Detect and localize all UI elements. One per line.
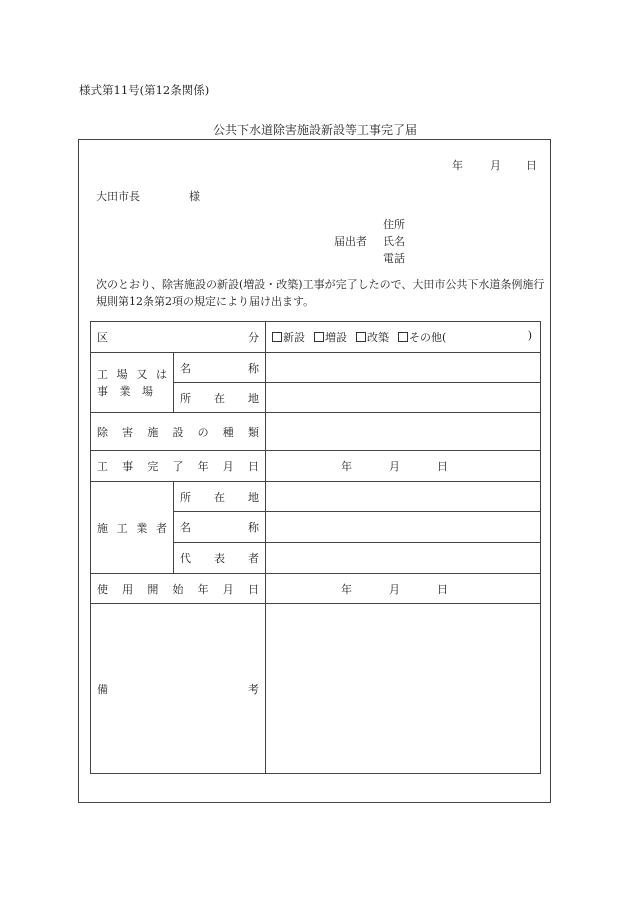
addressee-name: 大田市長 [96,190,140,203]
contractor-name-label: 名 称 [180,521,259,534]
factory-location-label: 所 在 地 [180,391,259,405]
factory-name-label: 名 称 [180,361,259,375]
other-close-paren: ) [527,329,532,342]
applicant-label: 届出者 [334,235,367,248]
month-label: 月 [389,582,400,596]
checkbox-icon[interactable] [398,332,408,342]
applicant-address-field[interactable]: 住所 [383,218,405,231]
remarks-field[interactable] [266,604,541,774]
category-label-cell [91,322,266,353]
row-completion-date [91,451,541,482]
date-day-label: 日 [526,159,537,172]
contractor-label: 施 工 業 者 [97,521,167,535]
details-table [90,321,541,774]
checkbox-icon[interactable] [272,332,282,342]
checkbox-icon[interactable] [356,332,366,342]
checkbox-icon[interactable] [314,332,324,342]
contractor-name-field[interactable] [266,512,541,543]
day-label: 日 [437,460,448,473]
document-title: 公共下水道除害施設新設等工事完了届 [212,123,417,137]
contractor-rep-label: 代 表 者 [180,552,259,565]
factory-name-field[interactable] [266,353,541,383]
category-options-cell[interactable] [266,322,541,353]
option-new[interactable]: 新設 [272,329,305,345]
body-text: 次のとおり、除害施設の新設(増設・改築)工事が完了したので、大田市公共下水道条例施行規則第12条第2項の規定により届け出ます。 [96,278,545,308]
facility-type-field[interactable] [266,413,541,451]
completion-date-label: 工 事 完 了 年 月 日 [97,460,259,473]
row-contractor-location [91,482,541,512]
date-month-label: 月 [490,159,501,172]
remarks-label: 備 考 [97,682,259,696]
category-label: 区 分 [97,331,259,344]
day-label: 日 [437,582,448,596]
form-code: 様式第11号(第12条関係) [79,83,210,97]
factory-label-cell [91,353,174,413]
factory-location-field[interactable] [266,383,541,413]
contractor-label-cell [91,482,174,574]
row-category [91,322,541,353]
completion-date-field[interactable] [266,451,541,482]
row-factory-name [91,353,541,383]
option-other[interactable]: その他( [398,329,446,345]
start-date-field[interactable] [266,574,541,604]
row-facility-type [91,413,541,451]
option-renovation[interactable]: 改築 [356,329,389,345]
applicant-name-field[interactable]: 氏名 [383,235,405,248]
addressee-honorific: 様 [189,190,200,203]
contractor-location-label: 所 在 地 [180,490,259,504]
contractor-location-field[interactable] [266,482,541,512]
year-label: 年 [341,460,352,473]
contractor-rep-field[interactable] [266,543,541,574]
date-year-label: 年 [452,159,463,172]
facility-type-label: 除 害 施 設 の 種 類 [97,425,259,439]
start-date-label: 使 用 開 始 年 月 日 [97,582,259,596]
row-start-date [91,574,541,604]
factory-label: 工 場 又 は 事 業 場 [97,367,167,398]
option-expansion[interactable]: 増設 [314,329,347,345]
row-remarks [91,604,541,774]
year-label: 年 [341,582,352,596]
applicant-phone-field[interactable]: 電話 [383,252,405,265]
month-label: 月 [389,460,400,473]
